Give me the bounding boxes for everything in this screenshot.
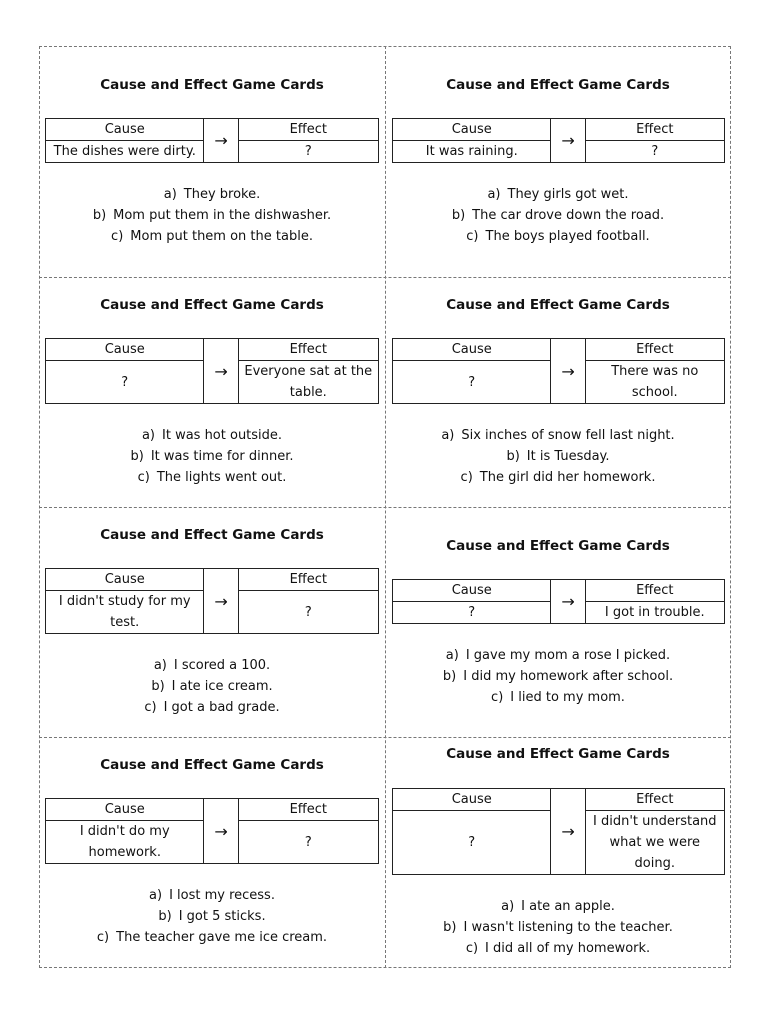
- option-b: b) It is Tuesday.: [506, 449, 610, 464]
- option-a: a) They girls got wet.: [487, 187, 629, 202]
- cause-header: Cause: [46, 339, 204, 361]
- card-title: Cause and Effect Game Cards: [100, 77, 324, 93]
- game-card: [39, 507, 385, 737]
- cause-cell: ?: [393, 811, 551, 875]
- cause-cell: It was raining.: [393, 141, 551, 163]
- cause-header: Cause: [393, 339, 551, 361]
- card-title: Cause and Effect Game Cards: [100, 527, 324, 543]
- effect-cell: ?: [238, 591, 378, 634]
- option-c: c) The girl did her homework.: [460, 470, 656, 485]
- option-a: a) They broke.: [163, 187, 261, 202]
- arrow-icon: →: [204, 339, 238, 404]
- cause-header: Cause: [393, 789, 551, 811]
- option-b: b) I got 5 sticks.: [158, 909, 266, 924]
- card-title: Cause and Effect Game Cards: [446, 297, 670, 313]
- game-card: [39, 737, 385, 968]
- cause-effect-table: [392, 579, 725, 624]
- option-c: c) Mom put them on the table.: [111, 229, 313, 244]
- game-card: [39, 277, 385, 507]
- cause-effect-table: [45, 118, 379, 163]
- answer-options: [39, 885, 385, 948]
- arrow-icon: →: [551, 339, 585, 404]
- answer-options: [385, 184, 731, 247]
- arrow-icon: →: [551, 580, 585, 624]
- cause-header: Cause: [46, 119, 204, 141]
- answer-options: [39, 425, 385, 488]
- cause-header: Cause: [393, 580, 551, 602]
- arrow-icon: →: [551, 789, 585, 875]
- cause-cell: I didn't study for my test.: [46, 591, 204, 634]
- game-card: [39, 46, 385, 277]
- effect-header: Effect: [238, 339, 378, 361]
- cause-cell: The dishes were dirty.: [46, 141, 204, 163]
- option-a: a) I scored a 100.: [153, 658, 271, 673]
- option-a: a) Six inches of snow fell last night.: [441, 428, 675, 443]
- game-card: [385, 737, 731, 968]
- effect-header: Effect: [238, 799, 378, 821]
- option-b: b) I wasn't listening to the teacher.: [443, 920, 673, 935]
- game-card: [385, 277, 731, 507]
- card-title: Cause and Effect Game Cards: [100, 297, 324, 313]
- effect-cell: ?: [585, 141, 724, 163]
- cause-effect-table: [392, 338, 725, 404]
- option-c: c) I lied to my mom.: [491, 690, 625, 705]
- effect-header: Effect: [585, 789, 724, 811]
- cause-cell: ?: [393, 361, 551, 404]
- effect-header: Effect: [238, 569, 378, 591]
- effect-cell: There was no school.: [585, 361, 724, 404]
- option-c: c) The teacher gave me ice cream.: [96, 930, 328, 945]
- cause-effect-table: [392, 788, 725, 875]
- card-title: Cause and Effect Game Cards: [446, 746, 670, 762]
- card-title: Cause and Effect Game Cards: [100, 757, 324, 773]
- effect-header: Effect: [585, 580, 724, 602]
- answer-options: [385, 425, 731, 488]
- cause-effect-table: [392, 118, 725, 163]
- option-c: c) I did all of my homework.: [465, 941, 651, 956]
- option-c: c) The lights went out.: [137, 470, 287, 485]
- effect-header: Effect: [585, 339, 724, 361]
- effect-header: Effect: [585, 119, 724, 141]
- game-card: [385, 507, 731, 737]
- game-card: [385, 46, 731, 277]
- effect-cell: Everyone sat at the table.: [238, 361, 378, 404]
- cause-cell: ?: [393, 602, 551, 624]
- answer-options: [39, 184, 385, 247]
- cause-cell: ?: [46, 361, 204, 404]
- effect-cell: ?: [238, 141, 378, 163]
- option-c: c) The boys played football.: [466, 229, 650, 244]
- answer-options: [39, 655, 385, 718]
- option-b: b) I ate ice cream.: [151, 679, 273, 694]
- effect-cell: ?: [238, 821, 378, 864]
- cause-effect-table: [45, 338, 379, 404]
- effect-cell: I got in trouble.: [585, 602, 724, 624]
- option-a: a) I gave my mom a rose I picked.: [445, 648, 671, 663]
- effect-header: Effect: [238, 119, 378, 141]
- arrow-icon: →: [204, 119, 238, 163]
- card-title: Cause and Effect Game Cards: [446, 538, 670, 554]
- answer-options: [385, 896, 731, 959]
- cause-header: Cause: [393, 119, 551, 141]
- cause-header: Cause: [46, 799, 204, 821]
- cause-cell: I didn't do my homework.: [46, 821, 204, 864]
- cause-effect-table: [45, 568, 379, 634]
- card-title: Cause and Effect Game Cards: [446, 77, 670, 93]
- option-b: b) It was time for dinner.: [130, 449, 294, 464]
- option-a: a) I ate an apple.: [501, 899, 615, 914]
- effect-cell: I didn't understand what we were doing.: [585, 811, 724, 875]
- option-a: a) I lost my recess.: [149, 888, 275, 903]
- arrow-icon: →: [204, 569, 238, 634]
- option-c: c) I got a bad grade.: [144, 700, 280, 715]
- option-b: b) The car drove down the road.: [451, 208, 665, 223]
- answer-options: [385, 645, 731, 708]
- cause-header: Cause: [46, 569, 204, 591]
- arrow-icon: →: [551, 119, 585, 163]
- option-a: a) It was hot outside.: [141, 428, 283, 443]
- option-b: b) I did my homework after school.: [442, 669, 674, 684]
- cause-effect-table: [45, 798, 379, 864]
- option-b: b) Mom put them in the dishwasher.: [92, 208, 332, 223]
- arrow-icon: →: [204, 799, 238, 864]
